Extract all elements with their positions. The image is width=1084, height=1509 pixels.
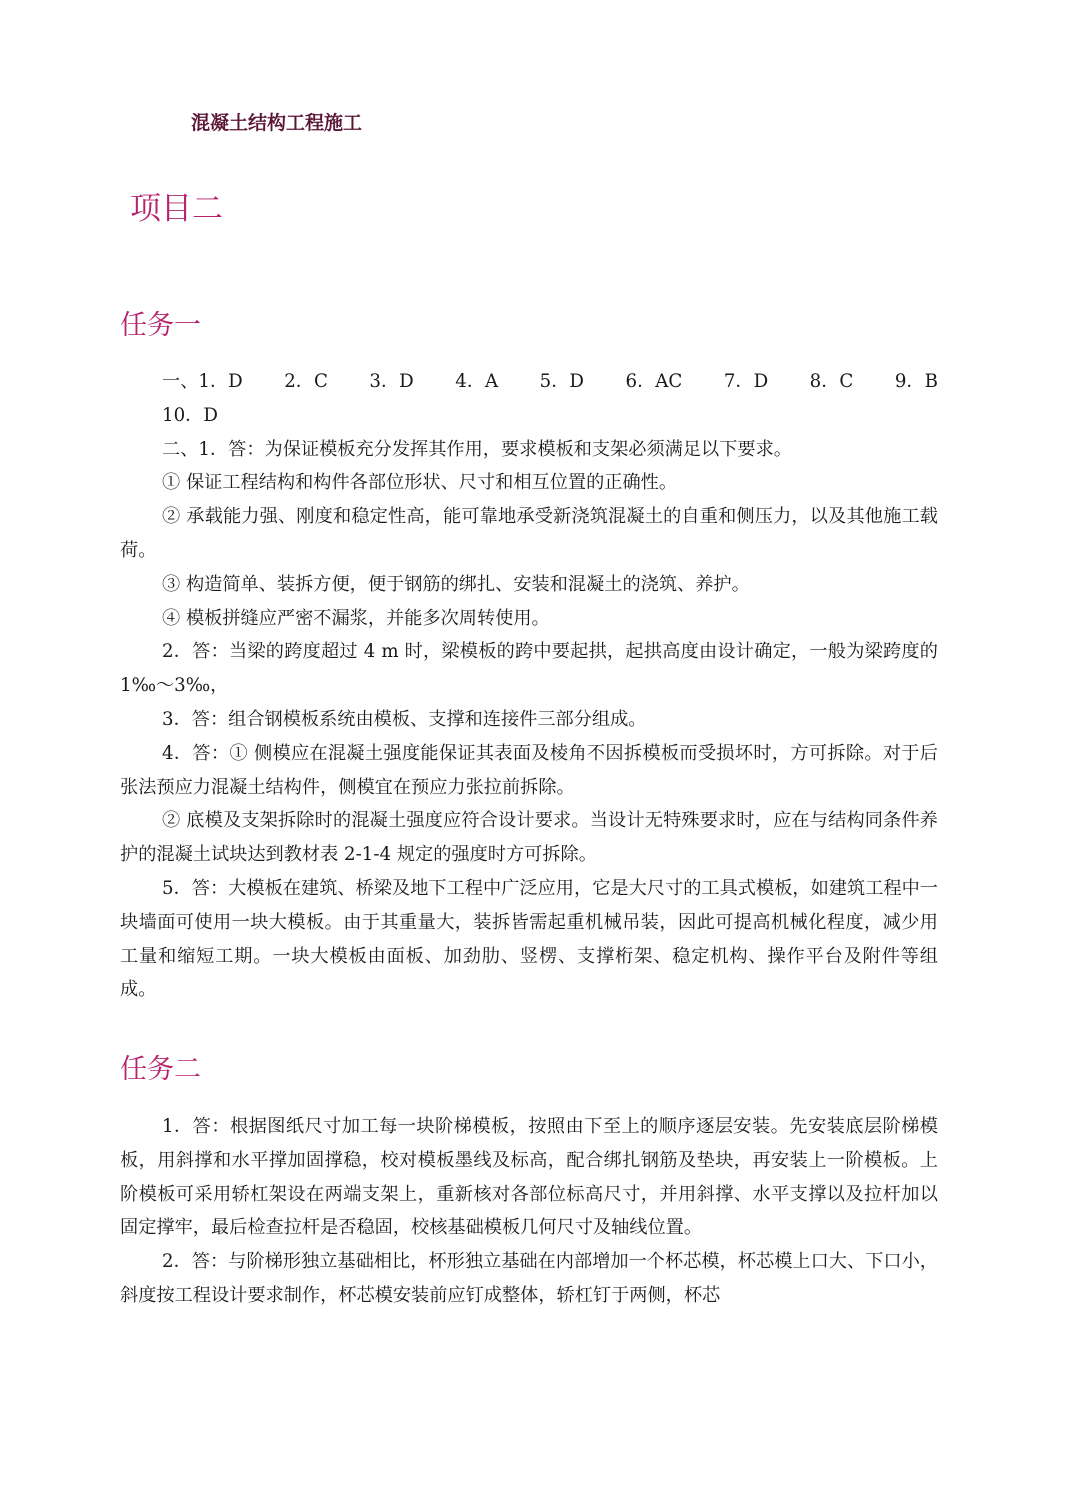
paragraph: ① 保证工程结构和构件各部位形状、尺寸和相互位置的正确性。	[162, 472, 678, 494]
choice-answer: 一、1．D	[162, 371, 243, 392]
paragraph: ④ 模板拼缝应严密不漏浆，并能多次周转使用。	[162, 607, 550, 629]
paragraph: ② 承载能力强、刚度和稳定性高，能可靠地承受新浇筑混凝土的自重和侧压力，以及其他施工载荷。	[120, 506, 938, 561]
paragraph: 1．答：根据图纸尺寸加工每一块阶梯模板，按照由下至上的顺序逐层安装。先安装底层阶梯模板，用斜撑和水平撑加固撑稳，校对模板墨线及标高，配合绑扎钢筋及垫块，再安装上一阶模板。上阶模板可采用轿杠架设在两端支架上，重新核对各部位标高尺寸，并用斜撑、水平支撑以及拉杆加以固定撑牢，最后检查拉杆是否稳固，校核基础模板几何尺寸及轴线位置。	[120, 1116, 938, 1239]
task2-heading: 任务二	[120, 1054, 201, 1085]
running-header-title: 混凝土结构工程施工	[191, 112, 363, 134]
paragraph: 3．答：组合钢模板系统由模板、支撑和连接件三部分组成。	[162, 708, 647, 730]
paragraph: 4．答：① 侧模应在混凝土强度能保证其表面及棱角不因拆模板而受损坏时，方可拆除。对于后张法预应力混凝土结构件，侧模宜在预应力张拉前拆除。	[120, 742, 938, 798]
task1-heading: 任务一	[120, 310, 201, 341]
choice-answers-line-1	[120, 365, 938, 399]
task2-body	[120, 1110, 938, 1313]
choice-answer: 7．D	[723, 371, 769, 392]
task1-body	[120, 365, 938, 1007]
paragraph: 2．答：当梁的跨度超过 4 m 时，梁模板的跨中要起拱，起拱高度由设计确定，一般为梁跨度的 1‰～3‰，	[120, 641, 938, 697]
choice-answer: 8．C	[809, 371, 854, 392]
choice-answer: 6．AC	[625, 371, 683, 392]
paragraph: 二、1．答：为保证模板充分发挥其作用，要求模板和支架必须满足以下要求。	[162, 438, 792, 460]
paragraph: ② 底模及支架拆除时的混凝土强度应符合设计要求。当设计无特殊要求时，应在与结构同条件养护的混凝土试块达到教材表 2-1-4 规定的强度时方可拆除。	[120, 810, 938, 866]
paragraph: ③ 构造简单、装拆方便，便于钢筋的绑扎、安装和混凝土的浇筑、养护。	[162, 573, 750, 595]
choice-answer: 4．A	[455, 371, 499, 392]
choice-answer: 3．D	[369, 371, 414, 392]
paragraph: 5．答：大模板在建筑、桥梁及地下工程中广泛应用，它是大尺寸的工具式模板，如建筑工程中一块墙面可使用一块大模板。由于其重量大，装拆皆需起重机械吊装，因此可提高机械化程度，减少用工量和缩短工期。一块大模板由面板、加劲肋、竖楞、支撑桁架、稳定机构、操作平台及附件等组成。	[120, 877, 938, 1001]
paragraph: 2．答：与阶梯形独立基础相比，杯形独立基础在内部增加一个杯芯模，杯芯模上口大、下口小，斜度按工程设计要求制作，杯芯模安装前应钉成整体，轿杠钉于两侧，杯芯	[120, 1251, 938, 1306]
choice-answer: 5．D	[539, 371, 584, 392]
choice-answer: 9．B	[894, 371, 938, 392]
choice-answers-line-2: 10．D	[162, 404, 218, 426]
choice-answer: 2．C	[284, 371, 328, 392]
project-title: 项目二	[130, 191, 223, 227]
